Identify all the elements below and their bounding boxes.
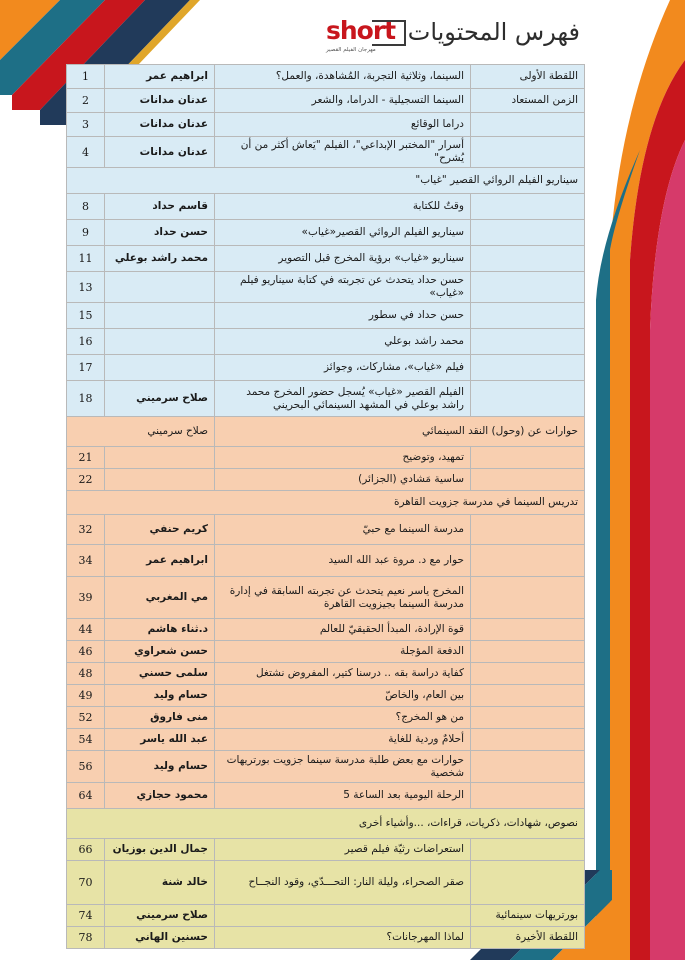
section-label bbox=[471, 577, 585, 619]
article-title: حوارات مع بعض طلبة مدرسة سينما جزويت بورتريهات شخصية bbox=[215, 751, 471, 783]
article-author: منى فاروق bbox=[105, 707, 215, 729]
table-row bbox=[67, 927, 585, 949]
table-row bbox=[67, 113, 585, 137]
article-title: السينما التسجيلية - الدراما، والشعر bbox=[215, 89, 471, 113]
section-label bbox=[471, 707, 585, 729]
article-author bbox=[105, 303, 215, 329]
page-header bbox=[320, 14, 580, 58]
article-author bbox=[105, 355, 215, 381]
section-label bbox=[471, 545, 585, 577]
table-row bbox=[67, 355, 585, 381]
table-row bbox=[67, 272, 585, 303]
article-author: صلاح سرميني bbox=[105, 905, 215, 927]
article-title: حسن حداد يتحدث عن تجربته في كتابة سيناريو فيلم «غياب» bbox=[215, 272, 471, 303]
article-author: حسن حداد bbox=[105, 220, 215, 246]
section-label: بورتريهات سينمائية bbox=[471, 905, 585, 927]
table-row bbox=[67, 751, 585, 783]
article-author: حسام وليد bbox=[105, 751, 215, 783]
page-number: 49 bbox=[67, 685, 105, 707]
page-number: 64 bbox=[67, 783, 105, 809]
section-heading: نصوص، شهادات، ذكريات، قراءات، ...وأشياء أخرى bbox=[67, 809, 585, 839]
article-author: عدنان مدانات bbox=[105, 137, 215, 168]
page-number: 18 bbox=[67, 381, 105, 417]
page-number: 52 bbox=[67, 707, 105, 729]
article-title: سيناريو «غياب» برؤية المخرج قبل التصوير bbox=[215, 246, 471, 272]
article-title: صقر الصحراء، وليلة النار: التحـــدّي، وقود النجــاح bbox=[215, 861, 471, 905]
section-label bbox=[471, 515, 585, 545]
logo-frame bbox=[372, 20, 406, 46]
table-row bbox=[67, 663, 585, 685]
article-title: ساسية مَشادي (الجزائر) bbox=[215, 469, 471, 491]
article-title: قوة الإرادة، المبدأ الحقيقيّ للعالم bbox=[215, 619, 471, 641]
article-title: استعراضات رثيّة فيلم قصير bbox=[215, 839, 471, 861]
article-title bbox=[215, 905, 471, 927]
article-author: صلاح سرميني bbox=[105, 381, 215, 417]
section-label bbox=[471, 469, 585, 491]
article-author: د.ثناء هاشم bbox=[105, 619, 215, 641]
page-number: 66 bbox=[67, 839, 105, 861]
table-row bbox=[67, 545, 585, 577]
article-author: سلمى حسني bbox=[105, 663, 215, 685]
page-number: 34 bbox=[67, 545, 105, 577]
section-heading-row bbox=[67, 168, 585, 194]
article-author: مي المغربي bbox=[105, 577, 215, 619]
table-row bbox=[67, 905, 585, 927]
article-author: محمود حجازي bbox=[105, 783, 215, 809]
article-title: أسرار "المختبر الإبداعي"، الفيلم "يَعاش أكثر من أن يُشرح" bbox=[215, 137, 471, 168]
table-row bbox=[67, 303, 585, 329]
page-number: 9 bbox=[67, 220, 105, 246]
section-label bbox=[471, 751, 585, 783]
table-row bbox=[67, 194, 585, 220]
article-title: الرحلة اليومية بعد الساعة 5 bbox=[215, 783, 471, 809]
section-heading-row bbox=[67, 809, 585, 839]
article-title: مدرسة السينما مع حبيّ bbox=[215, 515, 471, 545]
article-title: حوار مع د. مروة عبد الله السيد bbox=[215, 545, 471, 577]
section-label bbox=[471, 381, 585, 417]
table-row bbox=[67, 246, 585, 272]
section-label: اللقطة الأخيرة bbox=[471, 927, 585, 949]
article-author: عدنان مدانات bbox=[105, 113, 215, 137]
section-label bbox=[471, 619, 585, 641]
section-label bbox=[471, 641, 585, 663]
section-label bbox=[471, 220, 585, 246]
page-number: 11 bbox=[67, 246, 105, 272]
section-heading-row bbox=[67, 417, 585, 447]
table-row bbox=[67, 861, 585, 905]
table-row bbox=[67, 707, 585, 729]
section-label bbox=[471, 783, 585, 809]
table-row bbox=[67, 381, 585, 417]
page-number: 3 bbox=[67, 113, 105, 137]
page-number: 15 bbox=[67, 303, 105, 329]
table-row bbox=[67, 619, 585, 641]
article-title: بين العام، والخاصّ bbox=[215, 685, 471, 707]
table-row bbox=[67, 220, 585, 246]
table-row bbox=[67, 839, 585, 861]
table-row bbox=[67, 447, 585, 469]
section-label bbox=[471, 329, 585, 355]
article-title: السينما، وثلاثية التجربة، المُشاهدة، والعمل؟ bbox=[215, 65, 471, 89]
article-title: حسن حداد في سطور bbox=[215, 303, 471, 329]
article-title: كفاية دراسة بقه .. درسنا كتير، المفروض نشتغل bbox=[215, 663, 471, 685]
section-label bbox=[471, 685, 585, 707]
table-row bbox=[67, 515, 585, 545]
section-label: اللقطة الأولى bbox=[471, 65, 585, 89]
page-number: 70 bbox=[67, 861, 105, 905]
article-title: من هو المخرج؟ bbox=[215, 707, 471, 729]
section-label bbox=[471, 839, 585, 861]
page-number: 13 bbox=[67, 272, 105, 303]
table-row bbox=[67, 729, 585, 751]
section-heading: سيناريو الفيلم الروائي القصير "غياب" bbox=[67, 168, 585, 194]
article-title: دراما الوقائع bbox=[215, 113, 471, 137]
article-author: حسن شعراوي bbox=[105, 641, 215, 663]
contents-table-body bbox=[67, 65, 585, 949]
logo-word: short bbox=[326, 16, 396, 45]
article-title: وقتٌ للكتابة bbox=[215, 194, 471, 220]
article-author: كريم حنفي bbox=[105, 515, 215, 545]
article-title: الفيلم القصير «غياب» يُسجل حضور المخرج محمد راشد بوعلي في المشهد السينمائي البحريني bbox=[215, 381, 471, 417]
section-label bbox=[471, 861, 585, 905]
section-heading: حوارات عن (وحول) النقد السينمائي bbox=[215, 417, 585, 447]
page-number: 22 bbox=[67, 469, 105, 491]
page-number: 16 bbox=[67, 329, 105, 355]
article-author bbox=[105, 329, 215, 355]
section-label bbox=[471, 355, 585, 381]
article-author bbox=[105, 469, 215, 491]
article-author: عبد الله ياسر bbox=[105, 729, 215, 751]
page-number: 39 bbox=[67, 577, 105, 619]
section-label bbox=[471, 194, 585, 220]
section-label bbox=[471, 663, 585, 685]
section-label bbox=[471, 303, 585, 329]
logo-subtitle: مهرجان الفيلم القصير bbox=[326, 47, 376, 53]
section-author: صلاح سرميني bbox=[67, 417, 215, 447]
article-author: محمد راشد بوعلي bbox=[105, 246, 215, 272]
article-title: محمد راشد بوعلي bbox=[215, 329, 471, 355]
article-author: حسام وليد bbox=[105, 685, 215, 707]
article-author: حسنين الهاني bbox=[105, 927, 215, 949]
table-row bbox=[67, 329, 585, 355]
article-title: تمهيد، وتوضيح bbox=[215, 447, 471, 469]
section-label bbox=[471, 137, 585, 168]
table-row bbox=[67, 65, 585, 89]
stripe-right-pink bbox=[650, 140, 685, 960]
article-author: جمال الدين بوزيان bbox=[105, 839, 215, 861]
article-author: ابراهيم عمر bbox=[105, 65, 215, 89]
article-author: ابراهيم عمر bbox=[105, 545, 215, 577]
page-number: 32 bbox=[67, 515, 105, 545]
page-number: 44 bbox=[67, 619, 105, 641]
section-label bbox=[471, 447, 585, 469]
article-title: فيلم «غياب»، مشاركات، وجوائز bbox=[215, 355, 471, 381]
article-author bbox=[105, 272, 215, 303]
article-author: خالد شنة bbox=[105, 861, 215, 905]
contents-table bbox=[66, 64, 585, 949]
article-title: لماذا المهرجانات؟ bbox=[215, 927, 471, 949]
page-number: 48 bbox=[67, 663, 105, 685]
short-logo bbox=[326, 16, 406, 54]
section-label: الزمن المستعاد bbox=[471, 89, 585, 113]
table-row bbox=[67, 89, 585, 113]
page-number: 21 bbox=[67, 447, 105, 469]
page-title: فهرس المحتويات bbox=[407, 18, 580, 46]
section-label bbox=[471, 246, 585, 272]
page-number: 46 bbox=[67, 641, 105, 663]
page-number: 8 bbox=[67, 194, 105, 220]
section-label bbox=[471, 113, 585, 137]
page-number: 2 bbox=[67, 89, 105, 113]
section-heading: تدريس السينما في مدرسة جزويت القاهرة bbox=[67, 491, 585, 515]
article-title: أحلامٌ وردية للغاية bbox=[215, 729, 471, 751]
article-author: قاسم حداد bbox=[105, 194, 215, 220]
article-title: الدفعة المؤجلة bbox=[215, 641, 471, 663]
page-number: 56 bbox=[67, 751, 105, 783]
section-label bbox=[471, 729, 585, 751]
article-author bbox=[105, 447, 215, 469]
article-author: عدنان مدانات bbox=[105, 89, 215, 113]
article-title: سيناريو الفيلم الروائي القصير«غياب» bbox=[215, 220, 471, 246]
section-heading-row bbox=[67, 491, 585, 515]
table-row bbox=[67, 685, 585, 707]
table-row bbox=[67, 577, 585, 619]
page-number: 74 bbox=[67, 905, 105, 927]
page-number: 78 bbox=[67, 927, 105, 949]
table-row bbox=[67, 137, 585, 168]
page-number: 17 bbox=[67, 355, 105, 381]
table-row bbox=[67, 783, 585, 809]
section-label bbox=[471, 272, 585, 303]
page-number: 1 bbox=[67, 65, 105, 89]
table-row bbox=[67, 641, 585, 663]
article-title: المخرج ياسر نعيم يتحدث عن تجربته السابقة في إدارة مدرسة السينما بجيزويت القاهرة bbox=[215, 577, 471, 619]
page-number: 54 bbox=[67, 729, 105, 751]
table-row bbox=[67, 469, 585, 491]
page-number: 4 bbox=[67, 137, 105, 168]
